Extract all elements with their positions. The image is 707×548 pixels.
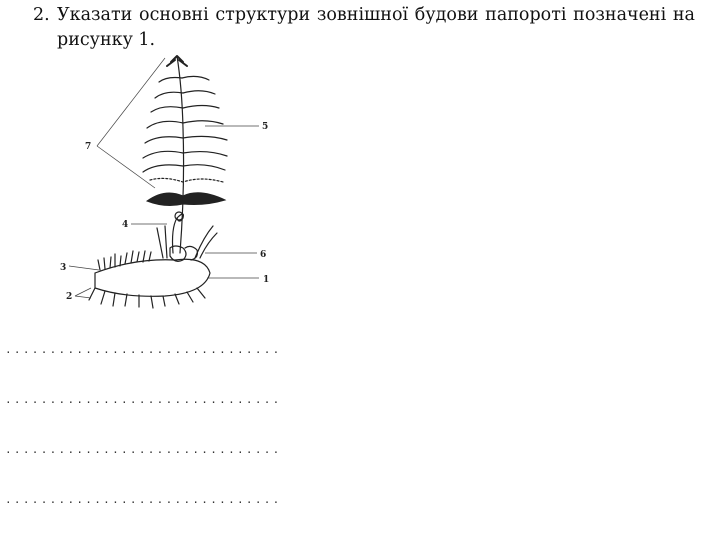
label-2: 2 (66, 292, 73, 302)
answer-line-3[interactable]: ............................... (5, 443, 282, 456)
fern-figure (55, 48, 285, 310)
label-1: 1 (263, 275, 270, 285)
label-3: 3 (60, 263, 67, 273)
task-number: 2. (33, 5, 50, 25)
task-statement (33, 3, 695, 53)
task-text: Указати основні структури зовнішної будови папороті позначені на рисунку 1. (57, 5, 695, 50)
answer-line-4[interactable]: ............................... (5, 493, 282, 506)
answer-line-2[interactable]: ............................... (5, 393, 282, 406)
label-5: 5 (262, 122, 269, 132)
fern-drawing (89, 56, 227, 308)
label-6: 6 (260, 250, 267, 260)
label-4: 4 (122, 220, 129, 230)
figure-labels (60, 122, 269, 302)
label-7: 7 (85, 142, 92, 152)
answer-line-1[interactable]: ............................... (5, 343, 282, 356)
